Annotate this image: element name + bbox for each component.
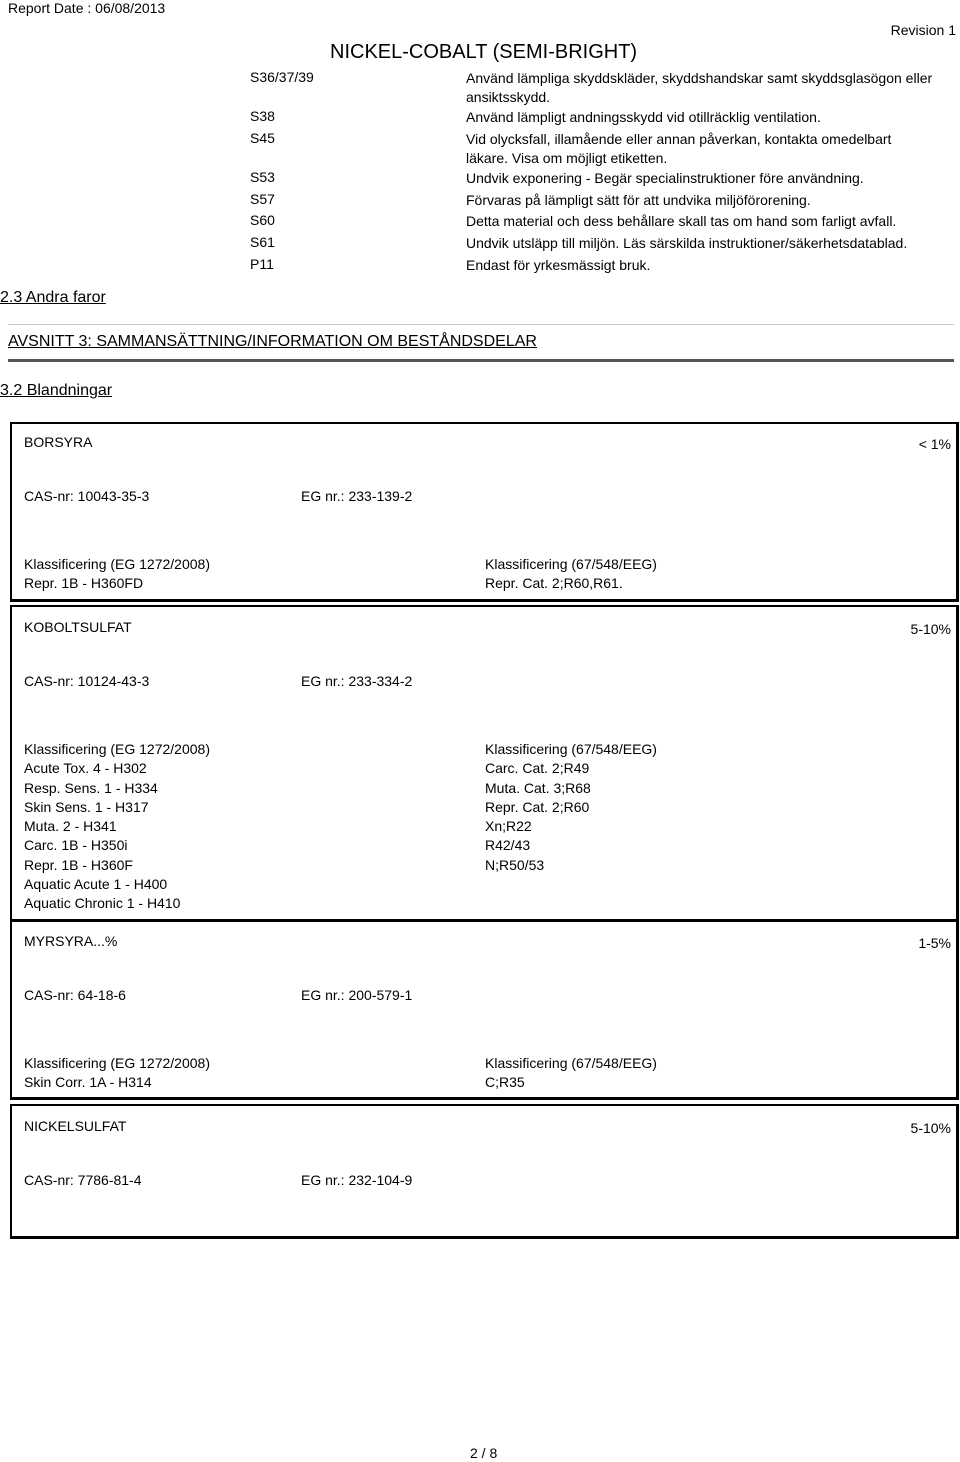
revision-label: Revision 1 bbox=[890, 22, 956, 38]
eg-number: EG nr.: 233-139-2 bbox=[301, 488, 413, 504]
clp-item: Acute Tox. 4 - H302 bbox=[24, 760, 147, 777]
dsd-title: Klassificering (67/548/EEG) bbox=[485, 741, 657, 757]
phrase-code: P11 bbox=[250, 256, 274, 272]
document-title: NICKEL-COBALT (SEMI-BRIGHT) bbox=[330, 41, 638, 63]
clp-classification bbox=[24, 740, 210, 914]
phrase-text: Detta material och dess behållare skall tas om hand som farligt avfall. bbox=[466, 213, 897, 229]
substance-box bbox=[10, 1104, 959, 1239]
phrase-code: S38 bbox=[250, 108, 275, 124]
substance-box bbox=[10, 605, 959, 922]
clp-item: Repr. 1B - H360F bbox=[24, 856, 133, 873]
clp-title: Klassificering (EG 1272/2008) bbox=[24, 1055, 210, 1071]
section-3-band bbox=[8, 324, 954, 362]
section-3-2-heading: 3.2 Blandningar bbox=[0, 382, 113, 399]
phrase-text: Använd lämpligt andningsskydd vid otillräcklig ventilation. bbox=[466, 109, 821, 125]
dsd-title: Klassificering (67/548/EEG) bbox=[485, 556, 657, 572]
clp-item: Aquatic Acute 1 - H400 bbox=[24, 876, 168, 893]
eg-number: EG nr.: 233-334-2 bbox=[301, 673, 413, 689]
phrase-code: S60 bbox=[250, 212, 275, 228]
dsd-item: Muta. Cat. 3;R68 bbox=[485, 779, 591, 796]
phrase-text: Vid olycksfall, illamående eller annan påverkan, kontakta omedelbart läkare. Visa om möjligt etiketten. bbox=[466, 131, 892, 166]
dsd-item: N;R50/53 bbox=[485, 856, 545, 873]
clp-item: Resp. Sens. 1 - H334 bbox=[24, 779, 158, 796]
phrase-code: S45 bbox=[250, 130, 275, 146]
dsd-classification bbox=[485, 1054, 657, 1093]
clp-classification bbox=[24, 1054, 210, 1093]
phrase-code: S57 bbox=[250, 191, 275, 207]
phrase-text: Undvik exponering - Begär specialinstruktioner före användning. bbox=[466, 170, 864, 186]
phrase-text: Förvaras på lämpligt sätt för att undvika miljöförorening. bbox=[466, 192, 811, 208]
dsd-item: Carc. Cat. 2;R49 bbox=[485, 760, 590, 777]
dsd-item: Repr. Cat. 2;R60,R61. bbox=[485, 575, 623, 592]
report-date: Report Date : 06/08/2013 bbox=[8, 0, 166, 16]
section-3-heading: AVSNITT 3: SAMMANSÄTTNING/INFORMATION OM BESTÅNDSDELAR bbox=[8, 333, 537, 350]
phrase-text: Använd lämpliga skyddskläder, skyddshandskar samt skyddsglasögon eller ansiktsskydd. bbox=[466, 70, 933, 105]
substance-name: MYRSYRA...% bbox=[24, 933, 118, 949]
dsd-item: R42/43 bbox=[485, 837, 531, 854]
dsd-item: Xn;R22 bbox=[485, 818, 532, 835]
phrase-text: Endast för yrkesmässigt bruk. bbox=[466, 257, 651, 273]
substance-percent: 1-5% bbox=[918, 935, 951, 951]
cas-number: CAS-nr: 7786-81-4 bbox=[24, 1172, 142, 1188]
clp-item: Muta. 2 - H341 bbox=[24, 818, 117, 835]
dsd-title: Klassificering (67/548/EEG) bbox=[485, 1055, 657, 1071]
clp-item: Aquatic Chronic 1 - H410 bbox=[24, 895, 181, 912]
page-number: 2 / 8 bbox=[470, 1445, 498, 1461]
dsd-item: C;R35 bbox=[485, 1074, 525, 1091]
substance-name: BORSYRA bbox=[24, 434, 93, 450]
substance-box bbox=[10, 422, 959, 602]
eg-number: EG nr.: 200-579-1 bbox=[301, 987, 413, 1003]
clp-item: Repr. 1B - H360FD bbox=[24, 575, 144, 592]
dsd-item: Repr. Cat. 2;R60 bbox=[485, 798, 590, 815]
clp-title: Klassificering (EG 1272/2008) bbox=[24, 556, 210, 572]
clp-title: Klassificering (EG 1272/2008) bbox=[24, 741, 210, 757]
substance-name: NICKELSULFAT bbox=[24, 1118, 127, 1134]
eg-number: EG nr.: 232-104-9 bbox=[301, 1172, 413, 1188]
cas-number: CAS-nr: 10043-35-3 bbox=[24, 488, 150, 504]
substance-percent: 5-10% bbox=[910, 1120, 951, 1136]
phrase-code: S53 bbox=[250, 169, 275, 185]
substance-box bbox=[10, 920, 959, 1100]
section-2-3-heading: 2.3 Andra faror bbox=[0, 289, 106, 306]
cas-number: CAS-nr: 64-18-6 bbox=[24, 987, 126, 1003]
substance-percent: 5-10% bbox=[910, 621, 951, 637]
phrase-code: S61 bbox=[250, 234, 275, 250]
clp-item: Skin Corr. 1A - H314 bbox=[24, 1074, 152, 1091]
dsd-classification bbox=[485, 555, 657, 594]
phrase-text: Undvik utsläpp till miljön. Läs särskilda instruktioner/säkerhetsdatablad. bbox=[466, 235, 908, 251]
substance-name: KOBOLTSULFAT bbox=[24, 619, 132, 635]
substance-percent: < 1% bbox=[918, 436, 951, 452]
clp-item: Carc. 1B - H350i bbox=[24, 837, 128, 854]
clp-classification bbox=[24, 555, 210, 594]
phrase-code: S36/37/39 bbox=[250, 69, 314, 85]
dsd-classification bbox=[485, 740, 657, 875]
clp-item: Skin Sens. 1 - H317 bbox=[24, 798, 149, 815]
cas-number: CAS-nr: 10124-43-3 bbox=[24, 673, 150, 689]
